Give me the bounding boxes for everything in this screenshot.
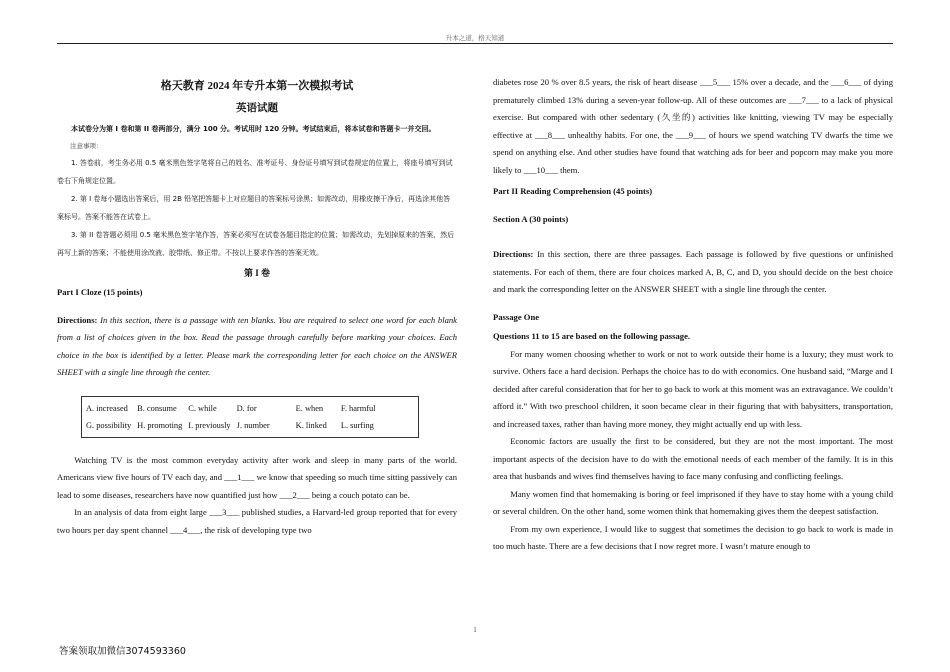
right-column — [493, 74, 893, 556]
passage-paragraph-2: Economic factors are usually the first to be considered, but they are not the most important. The most important aspects of the decision have to do with the emotional needs of each member of the family. It is in this area that husbands and wives find themselves having to face many confusing and conflicting feelings. — [493, 436, 893, 481]
note-3: 3. 第 II 卷答题必须用 0.5 毫米黑色签字笔作答，答案必须写在试卷各题目指定的位置；如需改动，先划掉原来的答案，然后再写上新的答案；不能使用涂改液、胶带纸、修正带。不按以上要求作答的答案无效。 — [57, 231, 455, 257]
choice-item: H. promoting — [137, 420, 183, 430]
blank-7: ___7___ — [788, 94, 819, 105]
passage-title: Passage One — [493, 311, 540, 322]
notes-title: 注意事项： — [70, 142, 103, 150]
section-a-heading: Section A (30 points) — [493, 213, 569, 224]
blank-1: ___1___ — [224, 472, 255, 482]
choice-item: I. previously — [188, 420, 231, 430]
blank-3: ___3___ — [209, 507, 240, 517]
volume-heading: 第 I 卷 — [243, 268, 270, 278]
blank-10: ___10___ — [523, 164, 558, 175]
cloze-paragraph-1: Watching TV is the most common everyday activity after work and sleep in many parts of the world. Americans view five hours of TV each day, and ___1___ we know that speeding so much time sitting passively can lead to some diseases, researchers have now quantified just how ___2___ being a couch potato can be. — [57, 454, 457, 500]
choice-item: F. harmful — [340, 403, 376, 413]
blank-4: ___4___ — [170, 524, 201, 535]
choice-item: E. when — [295, 403, 324, 413]
choice-item: J. number — [236, 420, 270, 430]
choice-row — [86, 417, 382, 434]
passage-paragraph-4: From my own experience, I would like to suggest that sometimes the decision to go back to work is made in too much haste. There are a few decisions that I now regret more. I wasn’t mature enough to — [493, 523, 893, 551]
subject-title: 英语试题 — [236, 103, 278, 114]
part2-heading: Part II Reading Comprehension (45 points) — [493, 186, 653, 196]
cloze-paragraph-2-continued: diabetes rose 20 % over 8.5 years, the risk of heart disease ___5___ 15% over a decade, and the ___6___ of dying prematurely climbed 13% during a seven-year follow-up. All of these outcomes are ___7___ to a lack of physical exercise. But compared with other sedentary (久坐的) activities like knitting, viewing TV may be especially effective at ___8___ unhealthy habits. For one, the ___9___ of hours we spend watching TV dwarfs the time we spend on anything else. And other studies have found that watching ads for beer and popcorn may make you more likely to ___10___ them. — [493, 77, 893, 175]
choice-item: K. linked — [295, 420, 327, 430]
left-column — [57, 74, 457, 539]
choice-item: L. surfing — [340, 420, 374, 430]
blank-8: ___8___ — [534, 129, 565, 140]
choice-item: D. for — [236, 403, 257, 413]
blank-5: ___5___ — [699, 77, 731, 87]
directions-text: In this section, there is a passage with ten blanks. You are required to select one word for each blank from a list of choices given in the box. Read the passage through carefully before marking your choices. Each choice in the box is identified by a letter. Please mark the corresponding letter for each choice on the ANSWER SHEET with a single line through the center. — [57, 314, 457, 377]
questions-heading: Questions 11 to 15 are based on the following passage. — [493, 331, 691, 341]
passage-paragraph-1: For many women choosing whether to work or not to work outside their home is a luxury; they must work to survive. Others face a hard decision. Perhaps the choice has to do with economics. One husband said, “Marge and I decided after careful consideration that for her to go back to work at this moment was an extravagance. We couldn’t afford it.” With two preschool children, it soon became clear in their figuring that with babysitters, transportation, and increased taxes, rather than having more money, they might actually end up with less. — [493, 348, 893, 429]
note-1: 1. 答卷前，考生务必用 0.5 毫米黑色签字笔将自己的姓名、准考证号、身份证号填写到试卷规定的位置上，将座号填写到试卷右下角规定位置。 — [57, 159, 453, 185]
passage-paragraph-3: Many women find that homemaking is boring or feel imprisoned if they have to stay home with a young child or several children. On the other hand, some women think that homemaking gives them the deepest satisfaction. — [493, 488, 893, 516]
choice-item: G. possibility — [86, 420, 132, 430]
blank-9: ___9___ — [675, 129, 706, 140]
page-number: 1 — [473, 626, 477, 634]
directions-label: Directions: — [57, 314, 98, 325]
choice-item: B. consume — [137, 403, 177, 413]
choice-table — [86, 400, 382, 434]
choice-item: A. increased — [86, 403, 128, 413]
exam-title: 格天教育 2024 年专升本第一次模拟考试 — [160, 80, 354, 92]
header-rule — [57, 43, 893, 44]
exam-instructions: 本试卷分为第 I 卷和第 II 卷两部分，满分 100 分。考试用时 120 分钟。考试结束后，将本试卷和答题卡一并交回。 — [71, 125, 436, 133]
directions-label: Directions: — [493, 249, 534, 259]
choice-item: C. while — [188, 403, 217, 413]
word-choice-box — [81, 396, 419, 438]
directions-text: In this section, there are three passages. Each passage is followed by five questions or unfinished statements. For each of them, there are four choices marked A, B, C, and D, you should decide on the best choice and mark the corresponding letter on the ANSWER SHEET with a single line through the center. — [493, 249, 893, 294]
cloze-paragraph-2: In an analysis of data from eight large ___3___ published studies, a Harvard-led group reported that for every two hours per day spent channel ___4___, the risk of developing type two — [57, 507, 457, 535]
note-2: 2. 第 I 卷每小题选出答案后，用 2B 铅笔把答题卡上对应题目的答案标号涂黑；如需改动，用橡皮擦干净后，再选涂其他答案标号。答案不能答在试卷上。 — [57, 195, 451, 221]
reading-directions — [493, 246, 893, 299]
choice-row — [86, 400, 382, 417]
blank-2: ___2___ — [279, 489, 310, 500]
blank-6: ___6___ — [831, 77, 862, 87]
part1-heading: Part I Cloze (15 points) — [57, 287, 143, 297]
page-header-motto: 升本之道，格天知道 — [445, 34, 505, 42]
cloze-directions — [57, 312, 457, 382]
footer-watermark-text: 答案领取加微信3074593360 — [59, 646, 186, 657]
